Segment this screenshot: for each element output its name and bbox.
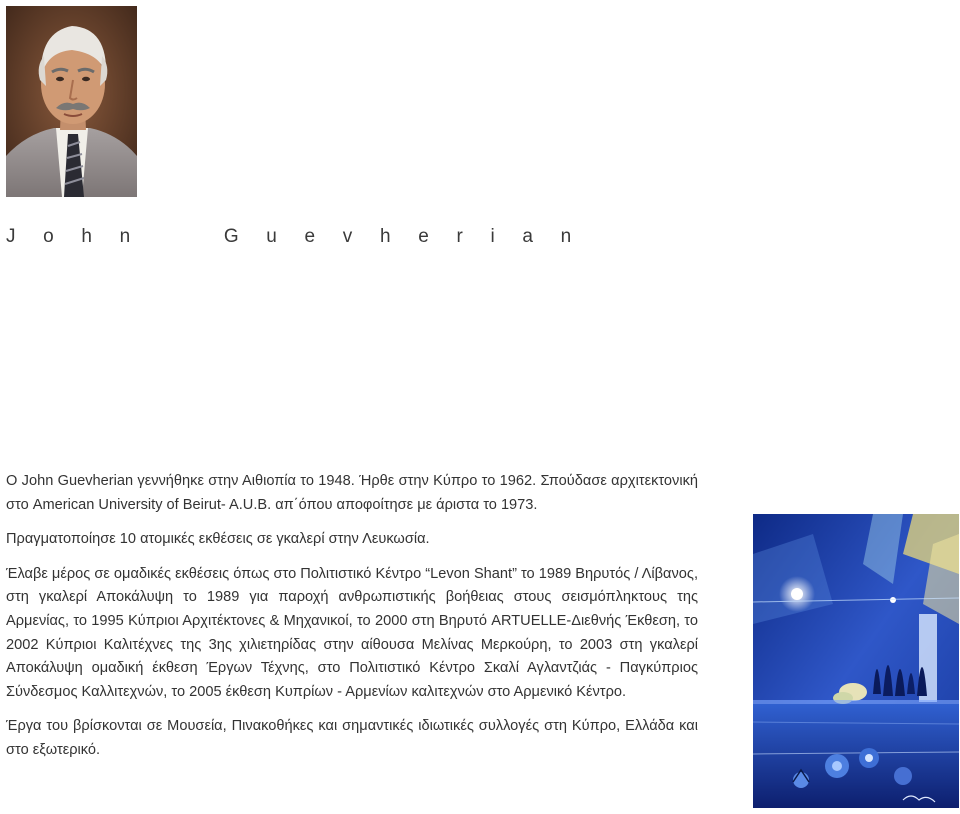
bio-paragraph-birth: Ο John Guevherian γεννήθηκε στην Αιθιοπία το 1948. Ήρθε στην Κύπρο το 1962. Σπούδασε αρχιτεκτονική στο American University of Beirut- A.U.B. απ΄όπου αποφοίτησε με άριστα το 1973. (6, 473, 698, 513)
bio-paragraph-group-exhibitions: Έλαβε μέρος σε ομαδικές εκθέσεις όπως στο Πολιτιστικό Κέντρο “Levon Shant” το 1989 Βηρυτός / Λίβανος, στη γκαλερί Αποκάλυψη το 1989 για παροχή ανθρωπιστικής βοήθειας στους σεισμόπληκτους της Αρμενίας, το 1995 Κύπριοι Αρχιτέκτονες & Μηχανικοί, το 2000 στη Βηρυτό ARTUELLE-Διεθνής Έκθεση, το 2002 Κύπριοι Καλιτέχνες της 3ης χιλιετηρίδας στην αίθουσα Μελίνας Μερκούρη, το 2003 στη γκαλερί Αποκάλυψη ομαδική έκθεση Έργων Τέχνης, στο Πολιτιστικό Κέντρο Σκαλί Αγλαντζιάς - Παγκύπριος Σύνδεσμος Καλλιτεχνών, το 2005 έκθεση Κυπρίων - Αρμενίων καλιτεχνών στο Αρμενικό Κέντρο. (6, 565, 698, 700)
biography (6, 470, 698, 774)
artwork-painting (753, 514, 959, 808)
bio-paragraph-solo-exhibitions: Πραγματοποίησε 10 ατομικές εκθέσεις σε γκαλερί στην Λευκωσία. (6, 531, 430, 548)
artist-name-heading: J o h n G u e v h e r i a n (6, 226, 583, 247)
bio-paragraph-collections: Έργα του βρίσκονται σε Μουσεία, Πινακοθήκες και σημαντικές ιδιωτικές συλλογές στη Κύπρο, Ελλάδα και στο εξωτερικό. (6, 718, 698, 758)
artist-portrait (6, 6, 137, 197)
